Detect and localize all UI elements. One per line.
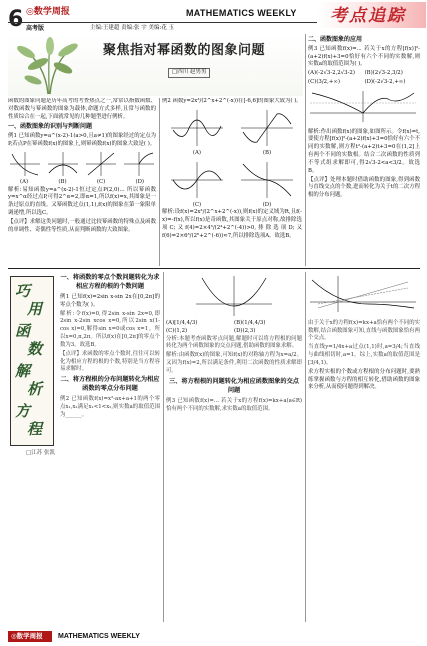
choice-3d: (D)(-2√3-2,+∞) (364, 79, 406, 85)
article-hero (8, 34, 303, 96)
choice-a: (A) (20, 178, 29, 185)
column-divider (159, 98, 160, 266)
editor-line: 主编:王建超 责编:张 宇 美编:花 玉 (90, 25, 175, 31)
choice-c: (C) (96, 178, 106, 185)
page-number: 6 (8, 7, 24, 32)
choice-b: (B) (58, 178, 67, 185)
weekly-title: MATHEMATICS WEEKLY (186, 8, 297, 18)
example-2-graphs-row1 (162, 108, 302, 148)
sidebar-title-1: 巧 (15, 282, 31, 300)
section-heading-1: 一、函数图象的识别与判断问题 (8, 123, 93, 131)
newspaper-logo: ◎数学周报 (26, 7, 70, 17)
graph-a (8, 151, 42, 177)
example-2-graphs-row2 (162, 160, 302, 200)
banner-text: 考点追踪 (330, 6, 406, 26)
example-3-text: 例3 已知函数f(x)=... 若关于x的方程[f(x)]²-(a+2)f(x)+3=0恰好有六个不同的实数解,则实数a的取值范围为( )。 (308, 45, 420, 68)
column-divider-bottom (163, 272, 164, 622)
column-middle-top (162, 98, 302, 266)
example-1-graphs (8, 151, 156, 177)
graph-2b (239, 108, 295, 148)
example-2-text: 例2 函数y=2x³/(2^x+2^(-x))在[-6,6]的图象大致为( )。 (162, 98, 302, 104)
graph-b (46, 151, 80, 177)
example-6-choices (166, 320, 302, 336)
example-1-text: 例1 已知函数y=a^(x-2)-1(a>0,且a≠1)的图象经过的定点为P,若点P在幂函数f(x)的图象上,则幂函数f(x)的图象大致是( )。 (8, 133, 156, 147)
footer-weekly: MATHEMATICS WEEKLY (58, 633, 140, 640)
graph-d (122, 151, 156, 177)
article-author: □四川 赵男男 (168, 68, 210, 78)
example-7-graph (308, 274, 418, 314)
column-bottom-left: 一、将函数的零点个数问题转化为求相应方程的根的个数问题 例1 已知f(x)=2sin x-sin 2x在[0,2π]的零点个数为( )。 解析:令f(x)=0,得2sin x-sin 2x=0,即2sin x-2sin xcos x=0,所以2sin x(1-cos x)=0,解得sin x=0或cos x=1。所以x=0,π,2π。所以f(x)在[0,2π]的零点个数为3。故选B。 【点评】求函数的零点个数时,往往可以转化为相应方程的根的个数,特别是当方程容易求解时。 二、将方程根的分布问题转化为相应函数的零点分布问题 例2 已知函数f(x)=x²-ax+a+1的两个零点x₁,x₂满足x₁<1<x₂,则实数a的取值范围为______。 (60, 274, 160, 418)
choice-6a: (A)[1/4,4/3) (166, 320, 198, 326)
column-right-top (308, 34, 420, 266)
section-heading-3: 一、将函数的零点个数问题转化为求相应方程的根的个数问题 (60, 274, 160, 290)
column-divider-bottom-right (305, 272, 306, 622)
column-divider-right (305, 34, 306, 266)
example-1-choice-row (8, 179, 156, 187)
choice-3b: (B)(2√3-2,3/2) (364, 70, 403, 77)
column-bottom-middle: (A)[1/4,4/3) (B)(1/4,4/3) (C)(1,2) (D)(2,3) 分析:本题考查函数零点问题,解题时可以将方程根的问题转化为两个函数图象的交点问题,借助函数的图象求解。 解析:由函数f(x)的图象,可知f(x)的对称轴方程为x=a/2。又因为f(x)=2,所以满足条件,利用二次函数的性质求解即可。 三、将方程根的问题转化为相应函数图象的交点问题 例3 已知函数f(x)=... 若关于x的方程f(x)=kx+a(a∈R)恰有两个不同的实数解,求实数a的取值范围。 (166, 272, 302, 622)
choice-6b: (B)(1/4,4/3) (234, 320, 266, 326)
example-5-graph (194, 274, 274, 318)
column-left-top (8, 98, 156, 266)
intro-paragraph: 函数的图象问题是历年高考的考查热点之一,常常以指数函数、对数函数与幂函数的图象为载体,命题方式多样,且常与函数的性质综合在一起,下面就常见的几种题型进行例析。 (8, 98, 156, 120)
graph-c (84, 151, 118, 177)
sidebar-title-box (10, 276, 54, 446)
sidebar-title-4: 数 (27, 340, 43, 358)
choice-6d: (D)(2,3) (234, 327, 256, 334)
column-bottom-right: 由于关于x的方程f(x)=kx+a恰有两个不同的实数解,结合函数图象可知,直线与函数图象恰有两个交点。 当直线y=1/4x+a过点(1,1)时,a=3/4;当直线与曲线相切时,a=1。综上,实数a的取值范围是[3/4,1)。 求方程实根的个数或方程根的分布问题时,要熟练掌握函数与方程的相互转化,借助函数的图象来分析,从而使问题得到解决。 (308, 272, 420, 622)
choice-2c: (C) (192, 201, 202, 208)
example-3-solution: 解析:作出函数f(x)的图象,如图所示。令f(x)=t,要使方程[f(x)]²-(a+2)f(x)+3=0恰好有六个不同的实数解,则方程t²-(a+2)t+3=0在(1,2]上有两个不同的实数根。结合二次函数的性质列不等式组求解即可,得2√3-2<a<3/2。故选B。 (308, 128, 420, 174)
graph-2a (169, 108, 225, 148)
example-3-note: 【点评】处理本题时借助函数的图象,得到函数与直线交点的个数,进而转化为关于t的二次方程根的分布问题。 (308, 176, 420, 199)
sidebar-title-6: 析 (27, 380, 43, 398)
example-2-choice-row1 (162, 150, 302, 158)
example-3-graph (308, 89, 418, 123)
example-4-text: 例1 已知f(x)=2sin x-sin 2x在[0,2π]的零点个数为( )。 (60, 293, 160, 308)
header-rule (8, 22, 317, 23)
choice-2d: (D) (262, 201, 272, 208)
page-footer (0, 627, 427, 646)
graph-2d (239, 160, 295, 200)
choice-2b: (B) (262, 149, 272, 156)
section-heading-4: 二、将方程根的分布问题转化为相应函数的零点分布问题 (60, 376, 160, 393)
plant-illustration (8, 34, 98, 96)
example-1-note: 【点评】求解这类问题时,一般通过比较幂函数的特殊点及函数的单调性、奇偶性等性质,从而判断函数的大致图象。 (8, 218, 156, 233)
sidebar-author: □江苏 张凯 (26, 450, 55, 456)
sidebar-title-7: 方 (15, 402, 31, 420)
example-3-choices (308, 70, 420, 87)
section-rule (8, 268, 420, 269)
choice-3c: (C)(3/2,+∞) (308, 79, 340, 85)
graph-2c (169, 160, 225, 200)
article-title: 聚焦指对幂函数的图象问题 (103, 43, 266, 58)
sidebar-title-8: 程 (27, 420, 43, 438)
footer-logo: ◎数学周报 (8, 631, 52, 642)
conclusion: 求方程实根的个数或方程根的分布问题时,要熟练掌握函数与方程的相互转化,借助函数的图象来分析,从而使问题得到解决。 (308, 368, 420, 391)
section-banner (318, 2, 426, 28)
choice-3a: (A)(-2√3-2,2√3-2) (308, 70, 355, 77)
sidebar-title-5: 解 (15, 362, 31, 380)
choice-2a: (A) (192, 149, 202, 156)
choice-d: (D) (135, 178, 144, 185)
section-heading-5: 三、将方程根的问题转化为相应函数图象的交点问题 (169, 377, 299, 394)
choice-6c: (C)(1,2) (166, 327, 188, 334)
sidebar-title-3: 函 (15, 322, 31, 340)
sidebar-title-2: 用 (27, 300, 43, 318)
second-article-sidebar (8, 272, 56, 472)
grade-label: 高考版 (26, 26, 45, 32)
example-2-solution: 解析:设f(x)=2x³/(2^x+2^(-x)),则f(x)的定义域为R,且f(-x)=-f(x),所以f(x)是奇函数,其图象关于原点对称,故排除选项C;又f(4)=2×4³/(2⁴+2^(-4))>0,排除选项D;又f(6)=2×6³/(2⁶+2^(-6))≈7,所以排除选项A。故选B。 (162, 209, 302, 239)
section-heading-2: 二、函数图象的应用 (308, 36, 363, 43)
example-1-solution: 解析:易知函数y=a^(x-2)-1恒过定点P(2,0)... 所以幂函数y=x^α经过点P,可得2^α=2,即α=1,所以f(x)=x,其图象是一条过原点的直线。又幂函数过点(1,1),f(x)的图象在第一象限单调递增,所以选C。 (8, 186, 156, 217)
